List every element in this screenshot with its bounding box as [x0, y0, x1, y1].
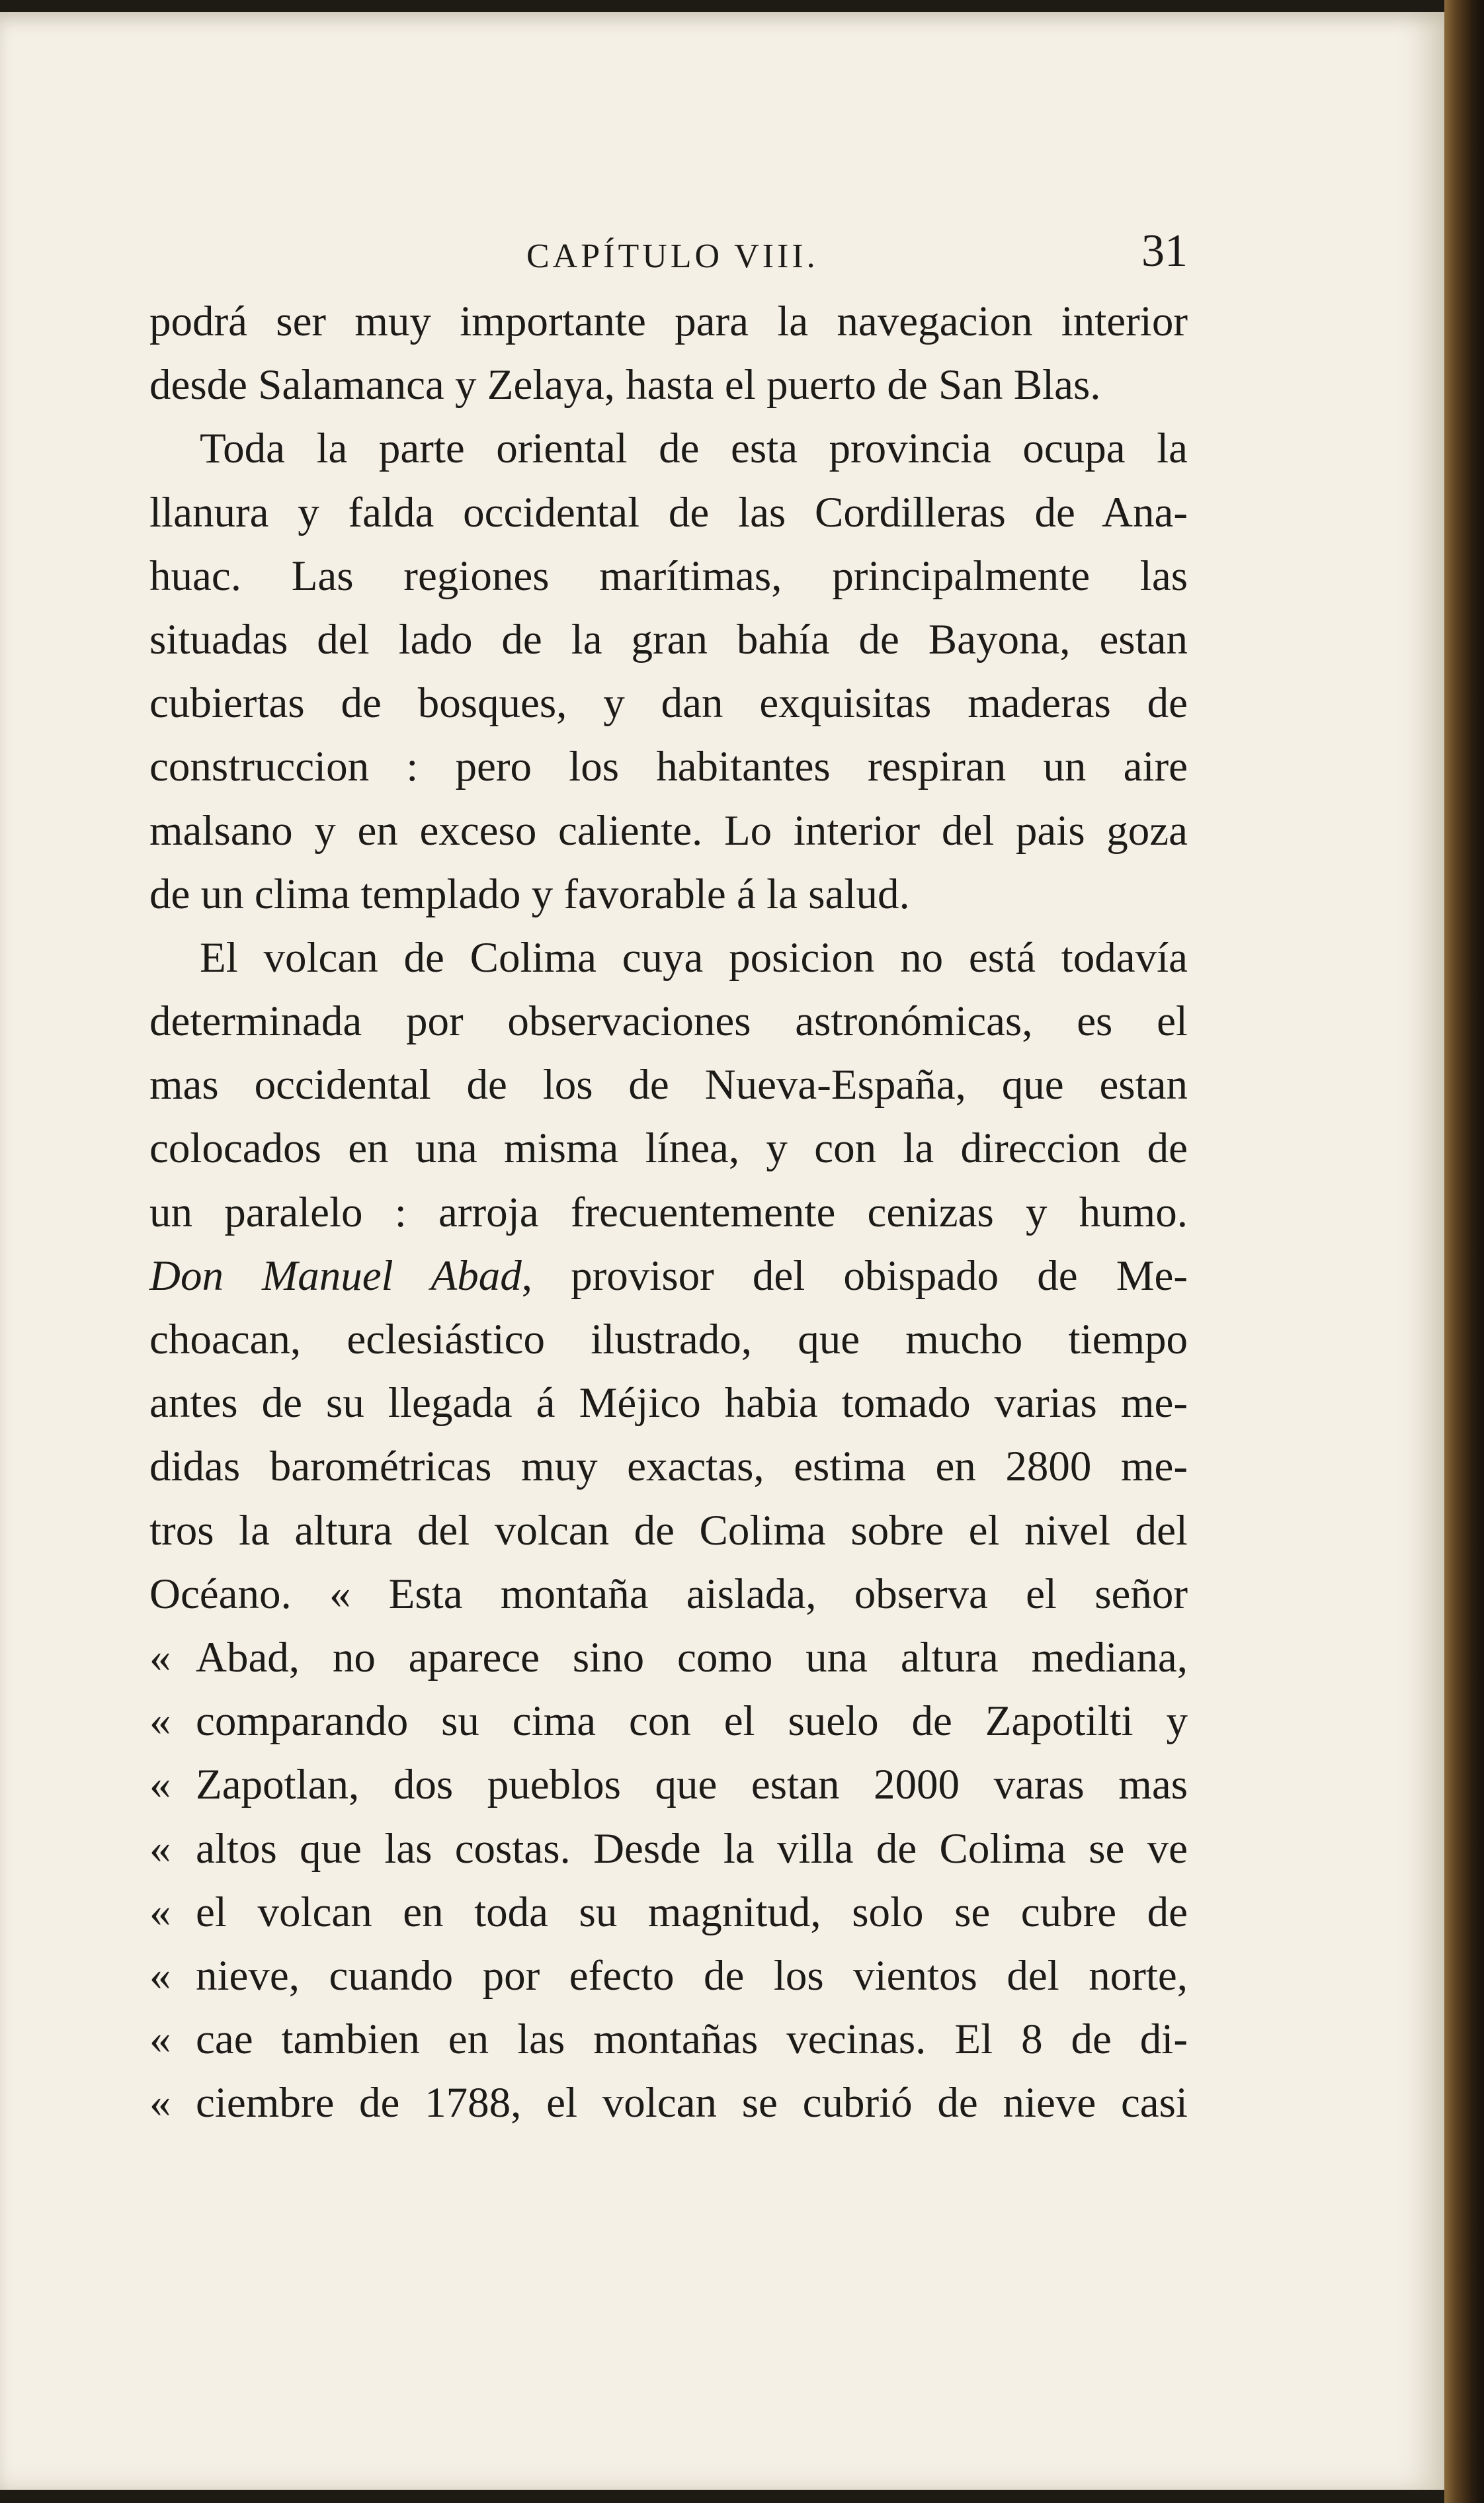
- page-header: [149, 225, 1188, 284]
- text-line: choacan, eclesiástico ilustrado, que mucho tiempo: [149, 1316, 1188, 1363]
- text-line: [149, 1244, 1188, 1308]
- quote-text: ciembre de 1788, el volcan se cubrió de nieve casi: [196, 2079, 1188, 2127]
- quote-mark: «: [149, 1888, 171, 1936]
- quote-mark: «: [149, 1761, 171, 1809]
- quote-line: [149, 1817, 1188, 1881]
- quote-line: [149, 1753, 1188, 1816]
- quote-mark: «: [149, 1633, 171, 1681]
- text-line: cubiertas de bosques, y dan exquisitas maderas de: [149, 679, 1188, 728]
- quote-mark: «: [149, 2015, 171, 2064]
- text-line: El volcan de Colima cuya posicion no está todavía: [200, 933, 1188, 982]
- text-line: desde Salamanca y Zelaya, hasta el puerto de San Blas.: [149, 361, 1101, 409]
- quote-mark: «: [149, 1697, 171, 1746]
- text-line: llanura y falda occidental de las Cordilleras de Ana-: [149, 488, 1188, 536]
- quote-text: el volcan en toda su magnitud, solo se cubre de: [196, 1888, 1188, 1936]
- quote-text: altos que las costas. Desde la villa de Colima se ve: [196, 1824, 1188, 1873]
- person-name-italic: Don Manuel Abad: [149, 1252, 522, 1300]
- book-binding-edge: [1444, 0, 1484, 2503]
- quote-text: comparando su cima con el suelo de Zapotilti y: [196, 1697, 1188, 1746]
- quote-mark: «: [149, 2079, 171, 2127]
- quote-line: [149, 1881, 1188, 1944]
- quote-text: nieve, cuando por efecto de los vientos del norte,: [196, 1951, 1188, 2000]
- text-line: didas barométricas muy exactas, estima en 2800 me-: [149, 1443, 1188, 1491]
- text-fragment: , provisor del obispado de Me-: [521, 1252, 1188, 1300]
- quote-line: [149, 2008, 1188, 2071]
- text-line: determinada por observaciones astronómicas, es el: [149, 997, 1188, 1046]
- text-line: tros la altura del volcan de Colima sobre el nivel del: [149, 1506, 1188, 1554]
- text-line: huac. Las regiones marítimas, principalmente las: [149, 552, 1188, 600]
- text-line: situadas del lado de la gran bahía de Bayona, estan: [149, 615, 1188, 663]
- text-line: Toda la parte oriental de esta provincia ocupa la: [200, 425, 1188, 473]
- quote-text: Abad, no aparece sino como una altura mediana,: [196, 1633, 1188, 1681]
- text-line: colocados en una misma línea, y con la direccion de: [149, 1124, 1188, 1173]
- quote-line: [149, 1626, 1188, 1689]
- book-page: [0, 12, 1444, 2490]
- text-line: mas occidental de los de Nueva-España, que estan: [149, 1061, 1188, 1109]
- quote-mark: «: [149, 1824, 171, 1873]
- text-line: de un clima templado y favorable á la salud.: [149, 870, 910, 918]
- body-text: [149, 290, 1188, 2135]
- quote-mark: «: [149, 1951, 171, 2000]
- quote-text: Zapotlan, dos pueblos que estan 2000 varas mas: [196, 1761, 1188, 1809]
- quote-line: [149, 2071, 1188, 2135]
- text-line: construccion : pero los habitantes respiran un aire: [149, 743, 1188, 791]
- quote-line: [149, 1689, 1188, 1753]
- text-line: Océano. « Esta montaña aislada, observa el señor: [149, 1570, 1188, 1618]
- text-line: un paralelo : arroja frecuentemente cenizas y humo.: [149, 1188, 1188, 1236]
- running-title: CAPÍTULO VIII.: [526, 237, 819, 275]
- text-line: podrá ser muy importante para la navegacion interior: [149, 298, 1188, 345]
- quote-line: [149, 1944, 1188, 2008]
- quote-text: cae tambien en las montañas vecinas. El 8 de di-: [196, 2015, 1188, 2064]
- text-line: antes de su llegada á Méjico habia tomado varias me-: [149, 1379, 1188, 1427]
- text-line: malsano y en exceso caliente. Lo interior del pais goza: [149, 806, 1188, 855]
- page-number: 31: [1141, 226, 1188, 276]
